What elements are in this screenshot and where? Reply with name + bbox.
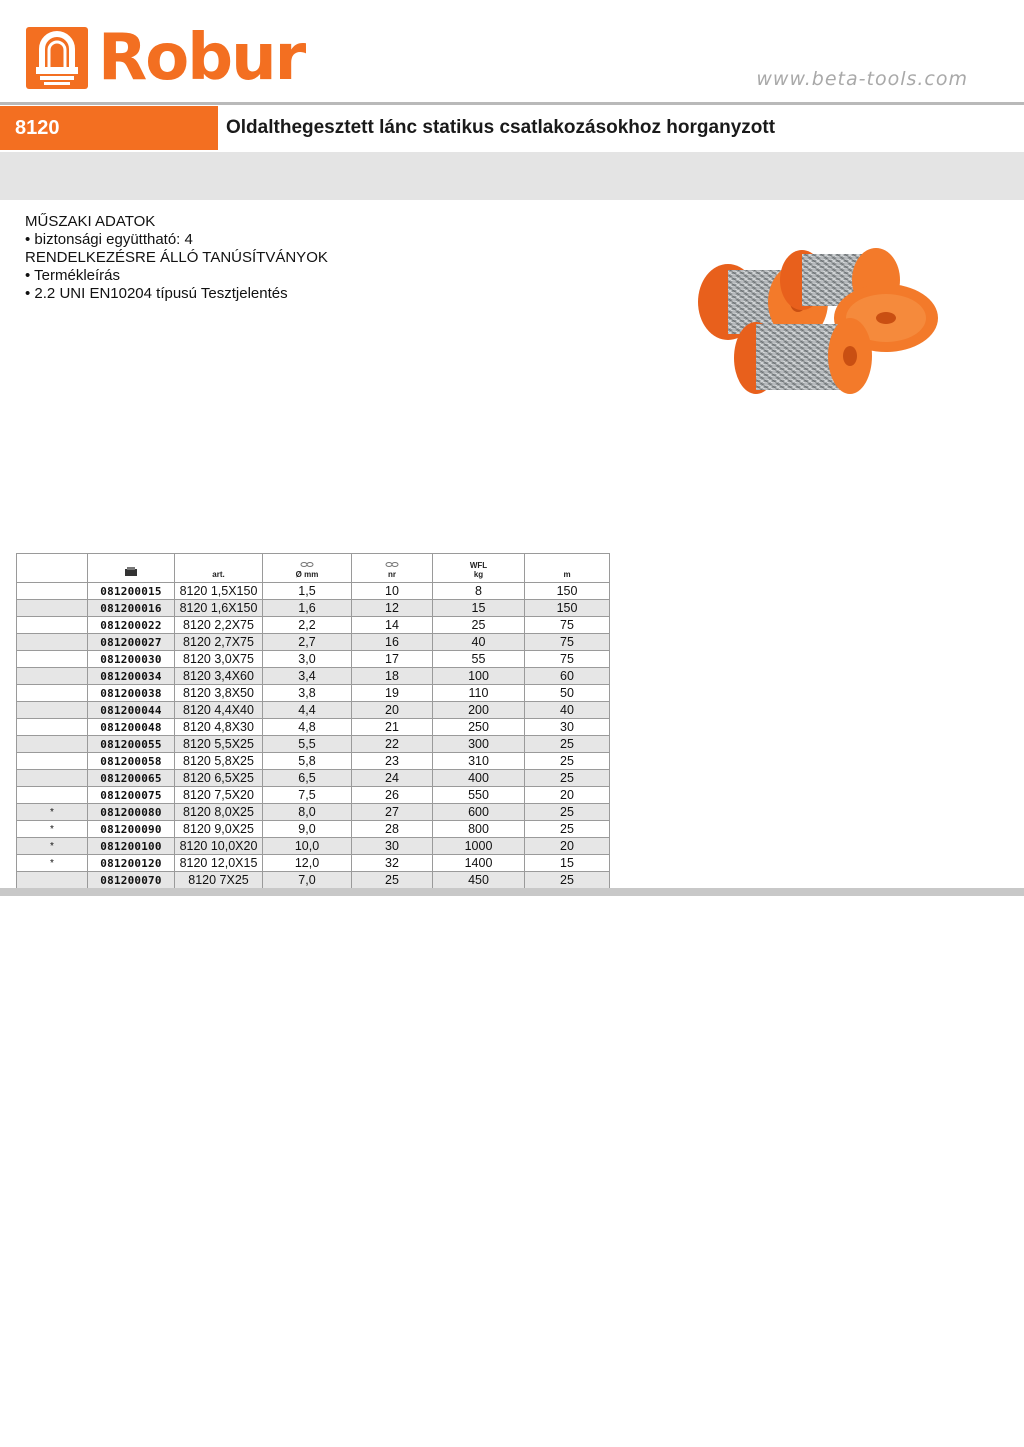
length-m: 50 <box>525 685 610 702</box>
table-row <box>17 634 610 651</box>
diameter: 8,0 <box>263 804 352 821</box>
row-marker <box>17 770 88 787</box>
item-code: 081200120 <box>88 855 175 872</box>
spec-line: • 2.2 UNI EN10204 típusú Tesztjelentés <box>25 285 288 302</box>
item-code: 081200030 <box>88 651 175 668</box>
wfl-kg: 1400 <box>433 855 525 872</box>
table-row <box>17 685 610 702</box>
wfl-kg: 1000 <box>433 838 525 855</box>
wfl-kg: 55 <box>433 651 525 668</box>
row-marker <box>17 753 88 770</box>
col-marker <box>17 554 88 583</box>
spec-line: • biztonsági együttható: 4 <box>25 231 193 248</box>
table-row <box>17 719 610 736</box>
nr: 17 <box>352 651 433 668</box>
table-row <box>17 855 610 872</box>
nr: 20 <box>352 702 433 719</box>
article: 8120 2,7X75 <box>175 634 263 651</box>
length-m: 40 <box>525 702 610 719</box>
length-m: 15 <box>525 855 610 872</box>
nr: 27 <box>352 804 433 821</box>
row-marker <box>17 583 88 600</box>
article: 8120 4,8X30 <box>175 719 263 736</box>
article: 8120 3,4X60 <box>175 668 263 685</box>
title-bar <box>0 106 1024 150</box>
product-table <box>16 553 610 889</box>
article: 8120 3,0X75 <box>175 651 263 668</box>
row-marker <box>17 736 88 753</box>
product-code: 8120 <box>0 106 218 150</box>
diameter: 2,2 <box>263 617 352 634</box>
table-row <box>17 770 610 787</box>
brand-logo <box>26 21 338 95</box>
length-m: 75 <box>525 617 610 634</box>
length-m: 25 <box>525 753 610 770</box>
diameter: 3,4 <box>263 668 352 685</box>
diameter: 3,8 <box>263 685 352 702</box>
wfl-kg: 15 <box>433 600 525 617</box>
table-row <box>17 787 610 804</box>
col-diameter: Ø mm <box>263 554 352 583</box>
wfl-kg: 110 <box>433 685 525 702</box>
diameter: 10,0 <box>263 838 352 855</box>
article: 8120 10,0X20 <box>175 838 263 855</box>
item-code: 081200034 <box>88 668 175 685</box>
length-m: 20 <box>525 787 610 804</box>
row-marker: * <box>17 804 88 821</box>
wfl-kg: 100 <box>433 668 525 685</box>
length-m: 30 <box>525 719 610 736</box>
spec-line: • Termékleírás <box>25 267 121 284</box>
diameter: 3,0 <box>263 651 352 668</box>
item-code: 081200055 <box>88 736 175 753</box>
article: 8120 9,0X25 <box>175 821 263 838</box>
length-m: 25 <box>525 770 610 787</box>
diameter: 7,5 <box>263 787 352 804</box>
diameter: 2,7 <box>263 634 352 651</box>
nr: 19 <box>352 685 433 702</box>
row-marker <box>17 600 88 617</box>
nr: 30 <box>352 838 433 855</box>
diameter: 1,6 <box>263 600 352 617</box>
length-m: 150 <box>525 600 610 617</box>
table-row <box>17 668 610 685</box>
diameter: 9,0 <box>263 821 352 838</box>
col-m: m <box>525 554 610 583</box>
chain-link-icon <box>300 561 314 568</box>
diameter: 4,4 <box>263 702 352 719</box>
wfl-kg: 400 <box>433 770 525 787</box>
row-marker <box>17 702 88 719</box>
article: 8120 7,5X20 <box>175 787 263 804</box>
length-m: 25 <box>525 736 610 753</box>
item-code: 081200048 <box>88 719 175 736</box>
wfl-kg: 800 <box>433 821 525 838</box>
row-marker <box>17 634 88 651</box>
article: 8120 5,5X25 <box>175 736 263 753</box>
table-row <box>17 804 610 821</box>
nr: 14 <box>352 617 433 634</box>
title-band <box>0 152 1024 200</box>
row-marker: * <box>17 855 88 872</box>
diameter: 12,0 <box>263 855 352 872</box>
table-row <box>17 617 610 634</box>
spec-line: MŰSZAKI ADATOK <box>25 213 156 230</box>
article: 8120 6,5X25 <box>175 770 263 787</box>
row-marker <box>17 617 88 634</box>
item-code: 081200015 <box>88 583 175 600</box>
article: 8120 3,8X50 <box>175 685 263 702</box>
row-marker <box>17 668 88 685</box>
length-m: 25 <box>525 821 610 838</box>
diameter: 5,5 <box>263 736 352 753</box>
table-row <box>17 753 610 770</box>
wfl-kg: 40 <box>433 634 525 651</box>
length-m: 25 <box>525 872 610 889</box>
col-nr: nr <box>352 554 433 583</box>
row-marker <box>17 872 88 889</box>
diameter: 5,8 <box>263 753 352 770</box>
chain-link-icon <box>385 561 399 568</box>
table-header-row <box>17 554 610 583</box>
diameter: 4,8 <box>263 719 352 736</box>
row-marker <box>17 651 88 668</box>
item-code: 081200080 <box>88 804 175 821</box>
length-m: 150 <box>525 583 610 600</box>
nr: 28 <box>352 821 433 838</box>
header-divider <box>0 102 1024 105</box>
nr: 10 <box>352 583 433 600</box>
length-m: 20 <box>525 838 610 855</box>
article: 8120 1,6X150 <box>175 600 263 617</box>
article: 8120 1,5X150 <box>175 583 263 600</box>
article: 8120 8,0X25 <box>175 804 263 821</box>
diameter: 1,5 <box>263 583 352 600</box>
table-row <box>17 821 610 838</box>
article: 8120 2,2X75 <box>175 617 263 634</box>
padlock-shackle-icon <box>26 27 88 89</box>
item-code: 081200070 <box>88 872 175 889</box>
nr: 26 <box>352 787 433 804</box>
item-code: 081200075 <box>88 787 175 804</box>
nr: 22 <box>352 736 433 753</box>
table-row <box>17 600 610 617</box>
col-code <box>88 554 175 583</box>
nr: 18 <box>352 668 433 685</box>
wfl-kg: 450 <box>433 872 525 889</box>
nr: 23 <box>352 753 433 770</box>
wfl-kg: 550 <box>433 787 525 804</box>
row-marker: * <box>17 821 88 838</box>
row-marker <box>17 719 88 736</box>
col-wfl: WFL kg <box>433 554 525 583</box>
item-code: 081200016 <box>88 600 175 617</box>
length-m: 75 <box>525 651 610 668</box>
item-code: 081200027 <box>88 634 175 651</box>
diameter: 6,5 <box>263 770 352 787</box>
technical-specs <box>25 213 328 303</box>
length-m: 25 <box>525 804 610 821</box>
table-row <box>17 583 610 600</box>
brand-name: Robur <box>98 21 305 95</box>
nr: 25 <box>352 872 433 889</box>
length-m: 75 <box>525 634 610 651</box>
wfl-kg: 600 <box>433 804 525 821</box>
row-marker <box>17 685 88 702</box>
item-code: 081200058 <box>88 753 175 770</box>
nr: 21 <box>352 719 433 736</box>
nr: 16 <box>352 634 433 651</box>
wfl-kg: 310 <box>433 753 525 770</box>
table-row <box>17 702 610 719</box>
footer-divider <box>0 888 1024 896</box>
wfl-kg: 250 <box>433 719 525 736</box>
item-code: 081200022 <box>88 617 175 634</box>
nr: 32 <box>352 855 433 872</box>
nr: 24 <box>352 770 433 787</box>
package-icon <box>123 567 139 577</box>
item-code: 081200100 <box>88 838 175 855</box>
item-code: 081200044 <box>88 702 175 719</box>
article: 8120 4,4X40 <box>175 702 263 719</box>
nr: 12 <box>352 600 433 617</box>
table-row <box>17 838 610 855</box>
row-marker: * <box>17 838 88 855</box>
table-row <box>17 872 610 889</box>
spec-line: RENDELKEZÉSRE ÁLLÓ TANÚSÍTVÁNYOK <box>25 249 328 266</box>
wfl-kg: 200 <box>433 702 525 719</box>
item-code: 081200090 <box>88 821 175 838</box>
wfl-kg: 8 <box>433 583 525 600</box>
col-art: art. <box>175 554 263 583</box>
wfl-kg: 25 <box>433 617 525 634</box>
row-marker <box>17 787 88 804</box>
diameter: 7,0 <box>263 872 352 889</box>
article: 8120 7X25 <box>175 872 263 889</box>
item-code: 081200065 <box>88 770 175 787</box>
chain-spools-image <box>690 240 950 400</box>
page-title: Oldalthegesztett lánc statikus csatlakozásokhoz horganyzott <box>226 117 776 138</box>
article: 8120 5,8X25 <box>175 753 263 770</box>
table-row <box>17 651 610 668</box>
table-row <box>17 736 610 753</box>
wfl-kg: 300 <box>433 736 525 753</box>
article: 8120 12,0X15 <box>175 855 263 872</box>
item-code: 081200038 <box>88 685 175 702</box>
length-m: 60 <box>525 668 610 685</box>
site-url[interactable]: www.beta-tools.com <box>756 68 968 90</box>
